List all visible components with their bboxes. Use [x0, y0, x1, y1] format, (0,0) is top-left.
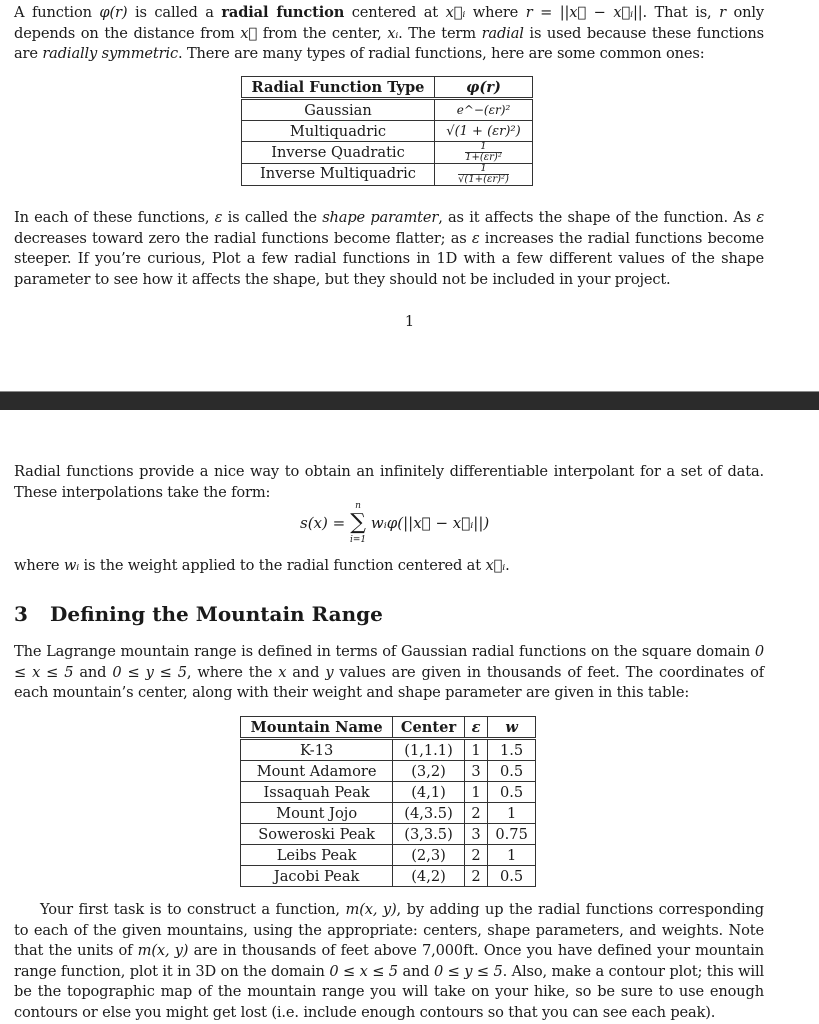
intro-paragraph: A function φ(r) is called a radial function centered at x⃗ᵢ where r = ||x⃗ − x⃗ᵢ||. That is, r only depends on the distance from x⃗ from the center, xᵢ. The term radial is used because these functions are radially symmetric. There are many types of radial functions, here are some common ones: — [14, 4, 764, 62]
table-row: Gaussian e^−(εr)² — [242, 99, 533, 121]
interpolation-paragraph: Radial functions provide a nice way to obtain an infinitely differentiable interpolant for a set of data. These interpolations take the form: — [14, 463, 764, 501]
table-row: Jacobi Peak (4,2) 2 0.5 — [241, 866, 536, 887]
table-row: Inverse Quadratic $\frac{1}{\text{1+(εr)²}}$ — [242, 142, 533, 164]
interpolation-equation: s(x) = n ∑ i=1 wᵢφ(||x⃗ − x⃗ᵢ||) — [300, 501, 490, 545]
weight-definition: where wᵢ is the weight applied to the radial function centered at x⃗ᵢ. — [14, 557, 510, 574]
header-weight: w — [488, 717, 536, 739]
table-row: Mount Adamore (3,2) 3 0.5 — [241, 761, 536, 782]
radial-function-table — [241, 76, 533, 186]
header-type: Radial Function Type — [242, 77, 435, 99]
section-heading: 3 Defining the Mountain Range — [14, 602, 383, 626]
page-number: 1 — [404, 313, 415, 330]
table-row: Inverse Multiquadric $\frac{1}{\text{√(1+(εr)²)}}$ — [242, 164, 533, 186]
task-paragraph: Your first task is to construct a function, m(x, y), by adding up the radial functions corresponding to each of the given mountains, using the appropriate: centers, shape parameters, and weights. Note that the units of m(x, y) are in thousands of feet above 7,000ft. Once you have defined your mountain range function, plot it in 3D on the domain 0 ≤ x ≤ 5 and 0 ≤ y ≤ 5. Also, make a contour plot; this will be the topographic map of the mountain range you will take on your hike, so be sure to use enough contours or else you might get lost (i.e. include enough contours so that you can see each peak). — [14, 901, 764, 1021]
header-mountain-name: Mountain Name — [241, 717, 393, 739]
table-row: Soweroski Peak (3,3.5) 3 0.75 — [241, 824, 536, 845]
mountain-table — [240, 716, 536, 887]
document-page-1 — [0, 0, 819, 391]
document-page-2 — [0, 410, 819, 1024]
shape-parameter-paragraph: In each of these functions, ε is called the shape paramter, as it affects the shape of the function. As ε decreases toward zero the radial functions become flatter; as ε increases the radial functions become steeper. If you’re curious, Plot a few radial functions in 1D with a few different values of the shape parameter to see how it affects the shape, but they should not be included in your project. — [14, 209, 764, 288]
header-phi: φ(r) — [435, 77, 533, 99]
table-row: K-13 (1,1.1) 1 1.5 — [241, 739, 536, 761]
table-row: Multiquadric √(1 + (εr)²) — [242, 121, 533, 142]
lagrange-paragraph: The Lagrange mountain range is defined in terms of Gaussian radial functions on the square domain 0 ≤ x ≤ 5 and 0 ≤ y ≤ 5, where the x and y values are given in thousands of feet. The coordinates of each mountain’s center, along with their weight and shape parameter are given in this table: — [14, 643, 765, 701]
header-center: Center — [393, 717, 465, 739]
page-separator — [0, 391, 819, 410]
table-row: Mount Jojo (4,3.5) 2 1 — [241, 803, 536, 824]
table-row: Leibs Peak (2,3) 2 1 — [241, 845, 536, 866]
header-epsilon: ε — [464, 717, 487, 739]
table-row: Issaquah Peak (4,1) 1 0.5 — [241, 782, 536, 803]
